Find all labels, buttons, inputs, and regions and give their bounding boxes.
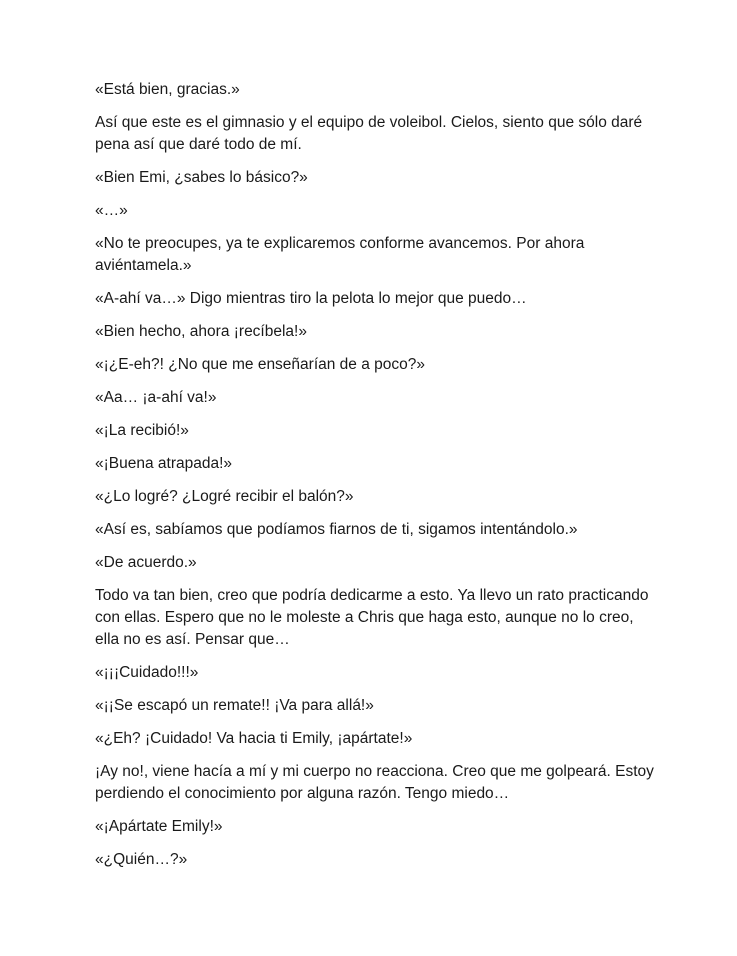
paragraph: «¡La recibió!» [95, 422, 189, 439]
paragraph: «¡¡Se escapó un remate!! ¡Va para allá!» [95, 697, 374, 714]
paragraph: «A-ahí va…» Digo mientras tiro la pelota lo mejor que puedo… [95, 290, 527, 307]
paragraph: «¿Quién…?» [95, 851, 188, 868]
paragraph: Así que este es el gimnasio y el equipo de voleibol. Cielos, siento que sólo daré pena así que daré todo de mí. [95, 114, 643, 153]
paragraph: «Está bien, gracias.» [95, 81, 240, 98]
paragraph: «Bien Emi, ¿sabes lo básico?» [95, 169, 308, 186]
paragraph: «¿Lo logré? ¿Logré recibir el balón?» [95, 488, 354, 505]
paragraph: «Así es, sabíamos que podíamos fiarnos de ti, sigamos intentándolo.» [95, 521, 578, 538]
document-page [95, 79, 655, 882]
paragraph: «¡Buena atrapada!» [95, 455, 233, 472]
paragraph: «¡Apártate Emily!» [95, 818, 223, 835]
paragraph: Todo va tan bien, creo que podría dedicarme a esto. Ya llevo un rato practicando con ellas. Espero que no le moleste a Chris que haga esto, aunque no lo creo, ella no es así. Pensar que… [95, 587, 649, 648]
paragraph: «¡¿E-eh?! ¿No que me enseñarían de a poco?» [95, 356, 426, 373]
paragraph: «¡¡¡Cuidado!!!» [95, 664, 199, 681]
paragraph: «Aa… ¡a-ahí va!» [95, 389, 217, 406]
paragraph: «De acuerdo.» [95, 554, 197, 571]
paragraph: ¡Ay no!, viene hacía a mí y mi cuerpo no reacciona. Creo que me golpeará. Estoy perdiendo el conocimiento por alguna razón. Tengo miedo… [95, 763, 654, 802]
paragraph: «Bien hecho, ahora ¡recíbela!» [95, 323, 307, 340]
paragraph: «No te preocupes, ya te explicaremos conforme avancemos. Por ahora aviéntamela.» [95, 235, 585, 274]
paragraph: «¿Eh? ¡Cuidado! Va hacia ti Emily, ¡apártate!» [95, 730, 413, 747]
paragraph: «…» [95, 202, 128, 219]
